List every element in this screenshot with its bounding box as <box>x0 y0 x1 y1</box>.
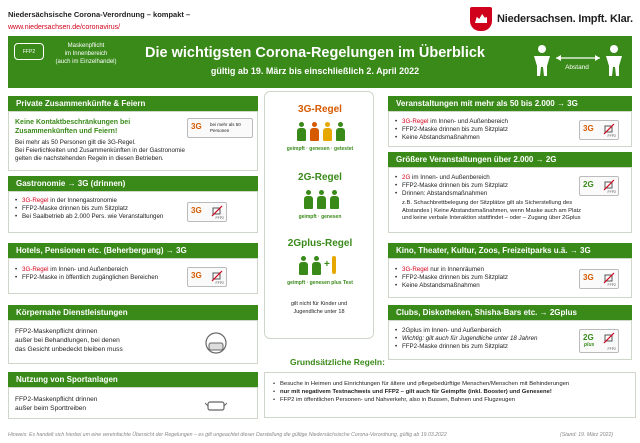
person-icon <box>311 256 322 276</box>
clubs-header: Clubs, Diskotheken, Shisha-Bars etc. → 2Gplus <box>388 305 632 320</box>
list-item: • 3G-Regel nur in Innenräumen <box>395 266 565 274</box>
detail-line: Abstandes | Keine Abstandsmaßnahmen, wenn Maske auch am Platz <box>402 207 582 214</box>
list-item: • Keine Abstandsmaßnahmen <box>395 282 565 290</box>
private-bold-line: Zusammenkünften und Feiern! <box>15 128 118 135</box>
mask-text-line: im Innenbereich <box>64 51 108 57</box>
badge-note: bei mehr als 50 Personen <box>210 122 241 133</box>
detail-line: z.B. Schachbrettbelegung der Sitzplätze gilt als Sicherstellung des <box>402 200 573 206</box>
list-item: • FFP2-Maske drinnen bis zum Sitzplatz <box>395 274 565 282</box>
badge-rule: 2G <box>583 180 594 189</box>
rule-2gplus-title: 2Gplus-Regel <box>287 238 353 249</box>
body-line: außer bei Behandlungen, bei denen <box>15 337 120 344</box>
body-services-card <box>8 320 258 364</box>
sports-card <box>8 387 258 419</box>
list-item: • 3G-Regel im Innen- und Außenbereich <box>15 266 175 274</box>
distance-label: Abstand <box>565 64 589 71</box>
private-line: Bei Feierlichkeiten und Zusammenkünften in der Gastronomie <box>15 147 185 154</box>
hotel-item-text: im Innen- und Außenbereich <box>50 266 128 273</box>
basic-rule-emphasis: nur mit negativem Testnachweis und FFP2 – gilt auch für Geimpfte (inkl. Booster) und Genesene! <box>280 389 552 395</box>
mask-text-line: (auch im Einzelhandel) <box>55 59 117 65</box>
banner-subtitle: gültig ab 19. März bis einschließlich 2. April 2022 <box>210 66 420 76</box>
hotel-list <box>15 266 175 282</box>
body-line: FFP2-Maskenpflicht drinnen <box>15 328 98 335</box>
plus-icon: + <box>324 259 330 270</box>
badge-ffp2: FFP2 <box>607 190 616 194</box>
culture-3g-badge <box>579 269 619 289</box>
mask-text-line: Maskenpflicht <box>67 43 105 49</box>
badge-ffp2: FFP2 <box>607 347 616 351</box>
footer-date: (Stand: 19. März 2022) <box>560 432 614 438</box>
events-small-list <box>395 118 565 142</box>
badge-ffp2: FFP2 <box>607 283 616 287</box>
gastro-item-text: in der Innengastronomie <box>50 197 117 204</box>
face-mask-icon <box>203 331 229 355</box>
private-3g-badge <box>187 118 253 138</box>
body-services-header: Körpernahe Dienstleistungen <box>8 305 258 320</box>
events-small-item-text: im Innen- und Außenbereich <box>430 118 508 125</box>
events-small-header: Veranstaltungen mit mehr als 50 bis 2.000 → 3G <box>388 96 632 111</box>
hotel-3g-badge <box>187 267 227 287</box>
private-gatherings-header: Private Zusammenkünfte & Feiern <box>8 96 258 111</box>
website-link[interactable]: www.niedersachsen.de/coronavirus/ <box>8 24 121 31</box>
person-icon <box>322 122 333 142</box>
clubs-important-note: Wichtig: gilt auch für Jugendliche unter 18 Jahren <box>402 335 538 342</box>
body-services-text <box>15 327 123 354</box>
basic-rules-card <box>264 372 636 418</box>
person-icon <box>309 122 320 142</box>
seat-no-mask-icon <box>603 332 615 344</box>
distance-people-icon <box>530 42 626 82</box>
document-title: Niedersächsische Corona-Verordnung – kompakt – <box>8 10 191 19</box>
culture-list <box>395 266 565 290</box>
person-icon <box>335 122 346 142</box>
badge-rule: 3G <box>191 122 202 131</box>
badge-plus: plus <box>584 342 595 348</box>
culture-header: Kino, Theater, Kultur, Zoos, Freizeitparks u.ä. → 3G <box>388 243 632 258</box>
body-line: das Gesicht unbedeckt bleiben muss <box>15 346 123 353</box>
list-item: • FFP2-Maske drinnen bis zum Sitzplatz <box>15 205 175 213</box>
culture-card <box>388 258 632 298</box>
hotel-header: Hotels, Pensionen etc. (Beherbergung) → 3G <box>8 243 258 258</box>
rule-2g-subtitle: geimpft · genesen <box>298 214 342 220</box>
gastronomy-card <box>8 191 258 233</box>
list-item: • 3G-Regel in der Innengastronomie <box>15 197 175 205</box>
events-small-3g-badge <box>579 120 619 140</box>
list-item: • FFP2-Maske in öffentlich zugänglichen Bereichen <box>15 274 175 282</box>
note-line: Jugendliche unter 18 <box>293 308 345 315</box>
list-item: • FFP2 im öffentlichen Personen- und Nahverkehr, also in Bussen, Bahnen und Flugzeugen <box>273 396 631 404</box>
badge-rule: 3G <box>583 273 594 282</box>
sports-text <box>15 395 97 413</box>
person-icon <box>298 256 309 276</box>
list-item: • Drinnen: Abstandsmaßnahmen <box>395 190 565 198</box>
events-large-item-text: im Innen- und Außenbereich <box>412 174 490 181</box>
rule-3g-title: 3G-Regel <box>298 104 342 115</box>
gastronomy-3g-badge <box>187 202 227 222</box>
mask-requirement-text <box>46 42 126 66</box>
list-item: • Keine Abstandsmaßnahmen <box>395 134 565 142</box>
person-icon <box>303 190 314 210</box>
sports-header: Nutzung von Sportanlagen <box>8 372 258 387</box>
niedersachsen-horse-icon <box>470 7 492 31</box>
basic-rules-list <box>273 380 631 404</box>
list-item <box>273 388 631 396</box>
events-large-card <box>388 167 632 233</box>
brand-text: Niedersachsen. Impft. Klar. <box>497 13 633 25</box>
gastronomy-header: Gastronomie → 3G (drinnen) <box>8 176 258 191</box>
private-gatherings-card <box>8 111 258 171</box>
person-icon <box>316 190 327 210</box>
rule-3g-subtitle: geimpft · genesen · getestet <box>286 146 354 152</box>
private-line: Bei mehr als 50 Personen gilt die 3G-Regel. <box>15 139 136 146</box>
basic-rules-title: Grundsätzliche Regeln: <box>290 357 385 367</box>
private-details <box>15 139 255 163</box>
clubs-card <box>388 320 632 360</box>
person-icon <box>296 122 307 142</box>
rule-2g-title: 2G-Regel <box>298 172 342 183</box>
rule-2gplus-subtitle: geimpft · genesen plus Test <box>287 280 353 286</box>
clubs-2gplus-badge <box>579 329 619 353</box>
list-item: • 3G-Regel im Innen- und Außenbereich <box>395 118 565 126</box>
list-item <box>395 327 575 335</box>
basic-rule-text: Besuche in Heimen und Einrichtungen für ältere und pflegebedürftige Menschen/Menschen mit Behinderungen <box>280 381 570 387</box>
detail-line: und keine verbale Interaktion stattfindet – oder – Zugang über 2Gplus <box>402 215 581 221</box>
list-item: • FFP2-Maske drinnen bis zum Sitzplatz <box>395 343 575 351</box>
badge-rule: 2G <box>583 333 594 342</box>
badge-ffp2: FFP2 <box>607 134 616 138</box>
list-item: • 2G im Innen- und Außenbereich <box>395 174 565 182</box>
brand-logo-block <box>470 6 633 32</box>
sport-mask-icon <box>205 394 227 416</box>
children-note <box>268 301 370 316</box>
list-item: • FFP2-Maske drinnen bis zum Sitzplatz <box>395 182 565 190</box>
list-item: • FFP2-Maske drinnen bis zum Sitzplatz <box>395 126 565 134</box>
note-line: gilt nicht für Kinder und <box>290 301 348 307</box>
badge-ffp2: FFP2 <box>215 216 224 220</box>
hotel-card <box>8 258 258 294</box>
test-stick-icon <box>332 256 336 274</box>
sport-line: FFP2-Maskenpflicht drinnen <box>15 396 98 403</box>
person-icon <box>329 190 340 210</box>
badge-rule: 3G <box>583 124 594 133</box>
badge-rule: 3G <box>191 206 202 215</box>
banner-title: Die wichtigsten Corona-Regelungen im Überblick <box>145 45 485 61</box>
ffp2-mask-icon: FFP2 <box>14 43 44 60</box>
people-2gplus-icons <box>298 256 336 276</box>
clubs-list <box>395 327 575 351</box>
events-large-list <box>395 174 565 198</box>
people-2g-icons <box>303 190 340 210</box>
list-item <box>273 380 631 388</box>
private-bold-line: Keine Kontaktbeschränkungen bei <box>15 119 131 126</box>
list-item <box>395 335 575 343</box>
clubs-item-text: 2Gplus im Innen- und Außenbereich <box>402 327 502 334</box>
events-large-2g-badge <box>579 176 619 196</box>
events-large-header: Größere Veranstaltungen über 2.000 → 2G <box>388 152 632 167</box>
sport-line: außer beim Sporttreiben <box>15 405 87 412</box>
badge-rule: 3G <box>191 271 202 280</box>
people-3g-icons <box>296 122 346 142</box>
private-line: gelten die nachstehenden Regeln in diesen Betrieben. <box>15 155 164 162</box>
gastronomy-list <box>15 197 175 221</box>
events-large-details <box>402 200 630 223</box>
culture-item-text: nur in Innenräumen <box>430 266 484 273</box>
badge-ffp2: FFP2 <box>215 281 224 285</box>
events-small-card <box>388 111 632 147</box>
private-bold-text <box>15 118 130 136</box>
footer-disclaimer: Hinweis: Es handelt sich hierbei um eine vereinfachte Übersicht der Regelungen – es gilt ungeachtet dieser Darstellung die gültige Niedersächsische Corona-Verordnung, gültig ab 19.03.2022 <box>8 432 447 438</box>
list-item: • Bei Saalbetrieb ab 2.000 Pers. wie Veranstaltungen <box>15 213 175 221</box>
